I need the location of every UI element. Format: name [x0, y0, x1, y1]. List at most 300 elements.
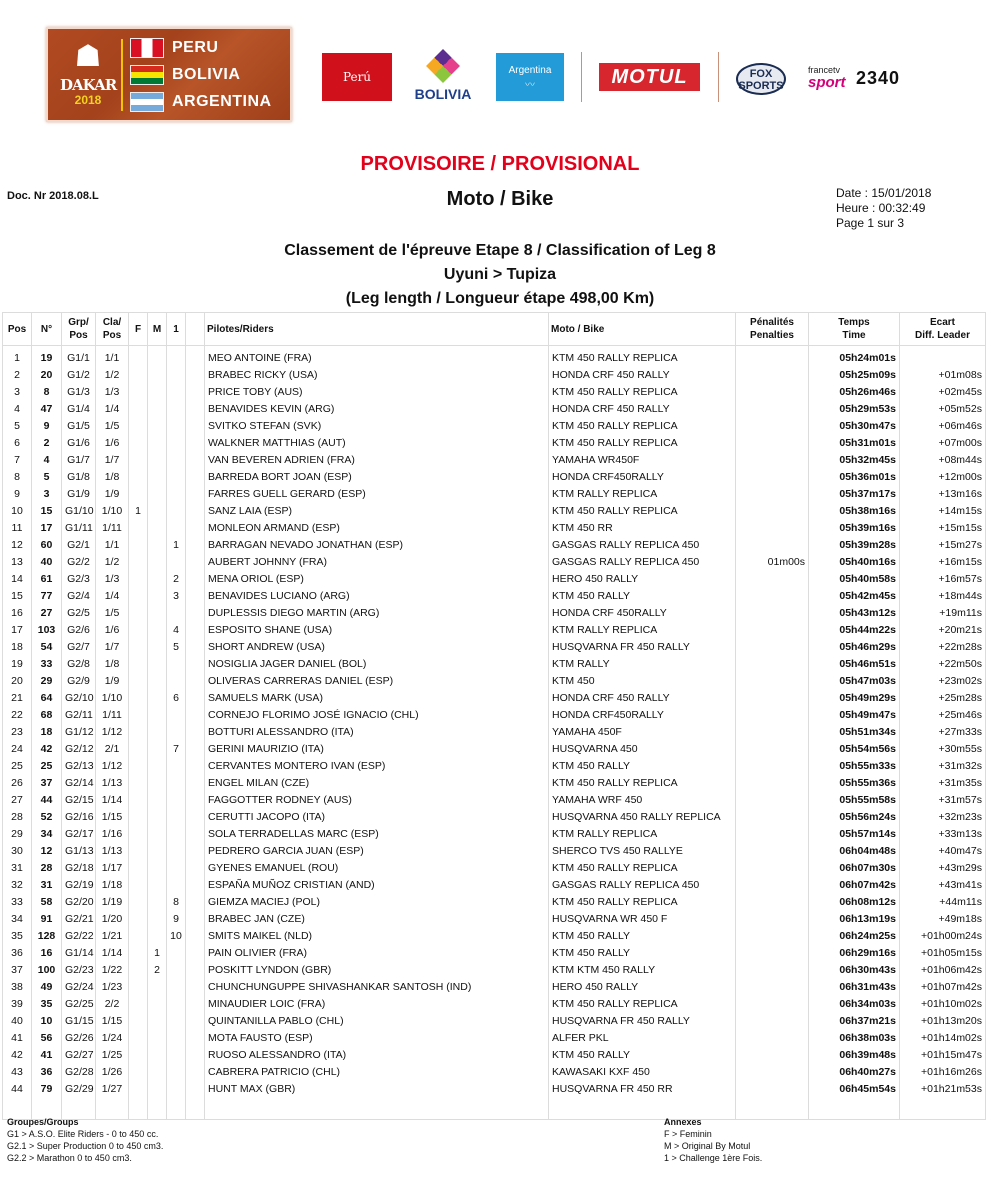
cell-rider: FARRES GUELL GERARD (ESP): [205, 485, 549, 502]
cell-rider: BRABEC JAN (CZE): [205, 910, 549, 927]
cell-bike: HONDA CRF 450RALLY: [549, 604, 736, 621]
cell-time: 05h55m36s: [809, 774, 900, 791]
cell-blank: [186, 876, 205, 893]
cell-grp-pos: G2/27: [62, 1046, 96, 1063]
cell-number: 31: [32, 876, 62, 893]
cell-one: [167, 1080, 186, 1097]
cell-bike: KTM 450 RALLY: [549, 587, 736, 604]
cell-one: [167, 944, 186, 961]
cell-penalty: [736, 519, 809, 536]
cell-bike: KTM 450 RALLY REPLICA: [549, 893, 736, 910]
table-row: [3, 910, 986, 927]
empty-cell: [205, 1097, 549, 1120]
cell-m: [148, 978, 167, 995]
country-peru: [130, 37, 218, 59]
cell-grp-pos: G1/8: [62, 468, 96, 485]
table-row: [3, 655, 986, 672]
cell-diff: +32m23s: [900, 808, 986, 825]
cell-grp-pos: G2/17: [62, 825, 96, 842]
cell-blank: [186, 553, 205, 570]
cell-bike: KTM 450 RALLY: [549, 1046, 736, 1063]
cell-pos: 5: [3, 417, 32, 434]
cell-grp-pos: G1/12: [62, 723, 96, 740]
cell-cla-pos: 1/15: [96, 808, 129, 825]
cell-m: [148, 468, 167, 485]
cell-blank: [186, 1046, 205, 1063]
cell-bike: KTM 450 RALLY REPLICA: [549, 995, 736, 1012]
cell-rider: PAIN OLIVIER (FRA): [205, 944, 549, 961]
cell-bike: KTM 450 RALLY: [549, 944, 736, 961]
cell-bike: KTM RALLY: [549, 655, 736, 672]
table-row: [3, 1046, 986, 1063]
cell-bike: KTM 450 RALLY REPLICA: [549, 502, 736, 519]
cell-penalty: [736, 1046, 809, 1063]
table-row: [3, 791, 986, 808]
cell-number: 103: [32, 621, 62, 638]
cell-rider: ENGEL MILAN (CZE): [205, 774, 549, 791]
cell-grp-pos: G2/26: [62, 1029, 96, 1046]
cell-blank: [186, 604, 205, 621]
cell-m: [148, 740, 167, 757]
cell-bike: HUSQVARNA FR 450 RR: [549, 1080, 736, 1097]
cell-grp-pos: G1/1: [62, 346, 96, 367]
cell-rider: RUOSO ALESSANDRO (ITA): [205, 1046, 549, 1063]
cell-cla-pos: 1/15: [96, 1012, 129, 1029]
cell-number: 36: [32, 1063, 62, 1080]
groups-title: Groupes/Groups: [7, 1117, 79, 1127]
provisional-status: PROVISOIRE / PROVISIONAL: [360, 153, 640, 175]
cell-rider: NOSIGLIA JAGER DANIEL (BOL): [205, 655, 549, 672]
results-body: [3, 346, 986, 1120]
cell-number: 61: [32, 570, 62, 587]
cell-f: [129, 740, 148, 757]
cell-f: [129, 587, 148, 604]
cell-pos: 18: [3, 638, 32, 655]
cell-pos: 19: [3, 655, 32, 672]
cell-bike: KTM 450 RALLY REPLICA: [549, 774, 736, 791]
cell-bike: GASGAS RALLY REPLICA 450: [549, 536, 736, 553]
cell-grp-pos: G2/29: [62, 1080, 96, 1097]
cell-number: 19: [32, 346, 62, 367]
cell-m: [148, 859, 167, 876]
cell-cla-pos: 1/10: [96, 689, 129, 706]
table-row: [3, 1063, 986, 1080]
bolivia-logo-text: BOLIVIA: [414, 86, 472, 102]
cell-rider: AUBERT JOHNNY (FRA): [205, 553, 549, 570]
stage-route: Uyuni > Tupiza: [443, 266, 557, 283]
cell-f: [129, 400, 148, 417]
table-row: [3, 366, 986, 383]
cell-bike: KTM 450: [549, 672, 736, 689]
cell-time: 05h55m58s: [809, 791, 900, 808]
cell-blank: [186, 672, 205, 689]
cell-penalty: [736, 961, 809, 978]
cell-f: [129, 553, 148, 570]
cell-time: 06h34m03s: [809, 995, 900, 1012]
cell-number: 12: [32, 842, 62, 859]
cell-cla-pos: 1/2: [96, 553, 129, 570]
cell-cla-pos: 1/3: [96, 383, 129, 400]
cell-penalty: [736, 1029, 809, 1046]
cell-grp-pos: G1/11: [62, 519, 96, 536]
cell-pos: 44: [3, 1080, 32, 1097]
cell-cla-pos: 1/18: [96, 876, 129, 893]
cell-f: [129, 1029, 148, 1046]
cell-m: [148, 604, 167, 621]
cell-cla-pos: 2/2: [96, 995, 129, 1012]
cell-diff: +01h21m53s: [900, 1080, 986, 1097]
cell-blank: [186, 536, 205, 553]
col-diff: [900, 313, 986, 346]
table-row: [3, 842, 986, 859]
cell-bike: KTM 450 RALLY REPLICA: [549, 383, 736, 400]
table-row: [3, 859, 986, 876]
cell-rider: QUINTANILLA PABLO (CHL): [205, 1012, 549, 1029]
cell-cla-pos: 1/22: [96, 961, 129, 978]
cell-penalty: [736, 485, 809, 502]
cell-rider: MINAUDIER LOIC (FRA): [205, 995, 549, 1012]
table-header-row: [3, 313, 986, 346]
cell-penalty: [736, 740, 809, 757]
cell-cla-pos: 1/6: [96, 434, 129, 451]
cell-pos: 1: [3, 346, 32, 367]
cell-grp-pos: G1/3: [62, 383, 96, 400]
table-row: [3, 417, 986, 434]
logo-divider: [121, 39, 123, 111]
cell-grp-pos: G1/10: [62, 502, 96, 519]
cell-number: 8: [32, 383, 62, 400]
cell-one: 9: [167, 910, 186, 927]
peru-brand-logo: [322, 53, 392, 101]
cell-time: 06h31m43s: [809, 978, 900, 995]
cell-number: 29: [32, 672, 62, 689]
cell-number: 33: [32, 655, 62, 672]
cell-pos: 36: [3, 944, 32, 961]
cell-blank: [186, 434, 205, 451]
cell-rider: SMITS MAIKEL (NLD): [205, 927, 549, 944]
cell-rider: CHUNCHUNGUPPE SHIVASHANKAR SANTOSH (IND): [205, 978, 549, 995]
argentina-flag-icon: [130, 92, 164, 112]
cell-penalty: [736, 451, 809, 468]
cell-f: [129, 519, 148, 536]
table-row: [3, 587, 986, 604]
cell-f: [129, 757, 148, 774]
cell-rider: CORNEJO FLORIMO JOSÉ IGNACIO (CHL): [205, 706, 549, 723]
cell-rider: WALKNER MATTHIAS (AUT): [205, 434, 549, 451]
cell-grp-pos: G1/4: [62, 400, 96, 417]
table-row: [3, 536, 986, 553]
cell-time: 05h47m03s: [809, 672, 900, 689]
empty-cell: [186, 1097, 205, 1120]
cell-cla-pos: 1/2: [96, 366, 129, 383]
cell-diff: +01h00m24s: [900, 927, 986, 944]
cell-blank: [186, 740, 205, 757]
cell-pos: 16: [3, 604, 32, 621]
cell-bike: KTM 450 RALLY REPLICA: [549, 346, 736, 367]
cell-time: 05h54m56s: [809, 740, 900, 757]
cell-pos: 34: [3, 910, 32, 927]
cell-m: [148, 655, 167, 672]
cell-blank: [186, 706, 205, 723]
annexes-title: Annexes: [664, 1117, 702, 1127]
cell-blank: [186, 791, 205, 808]
cell-pos: 24: [3, 740, 32, 757]
cell-penalty: [736, 791, 809, 808]
cell-bike: ALFER PKL: [549, 1029, 736, 1046]
cell-diff: +01h06m42s: [900, 961, 986, 978]
cell-pos: 27: [3, 791, 32, 808]
cell-pos: 17: [3, 621, 32, 638]
cell-cla-pos: 1/7: [96, 638, 129, 655]
cell-diff: +31m35s: [900, 774, 986, 791]
cell-grp-pos: G2/1: [62, 536, 96, 553]
cell-grp-pos: G2/25: [62, 995, 96, 1012]
peru-logo-text: Perú: [342, 70, 372, 84]
cell-cla-pos: 1/24: [96, 1029, 129, 1046]
cell-cla-pos: 1/14: [96, 791, 129, 808]
cell-time: 06h29m16s: [809, 944, 900, 961]
divider: [718, 52, 719, 102]
cell-pos: 20: [3, 672, 32, 689]
cell-blank: [186, 383, 205, 400]
cell-blank: [186, 519, 205, 536]
cell-cla-pos: 1/13: [96, 842, 129, 859]
cell-bike: HONDA CRF 450 RALLY: [549, 366, 736, 383]
cell-pos: 40: [3, 1012, 32, 1029]
cell-blank: [186, 961, 205, 978]
cell-one: 4: [167, 621, 186, 638]
cell-one: [167, 978, 186, 995]
cell-one: [167, 1046, 186, 1063]
cell-pos: 33: [3, 893, 32, 910]
table-row: [3, 876, 986, 893]
cell-cla-pos: 1/21: [96, 927, 129, 944]
cell-diff: +01m08s: [900, 366, 986, 383]
cell-f: [129, 383, 148, 400]
cell-bike: HUSQVARNA 450: [549, 740, 736, 757]
cell-rider: DUPLESSIS DIEGO MARTIN (ARG): [205, 604, 549, 621]
cell-pos: 38: [3, 978, 32, 995]
cell-one: [167, 417, 186, 434]
cell-pos: 39: [3, 995, 32, 1012]
cell-cla-pos: 1/16: [96, 825, 129, 842]
cell-grp-pos: G2/12: [62, 740, 96, 757]
country-label: ARGENTINA: [172, 93, 272, 110]
cell-time: 05h32m45s: [809, 451, 900, 468]
cell-m: [148, 519, 167, 536]
cell-number: 49: [32, 978, 62, 995]
cell-number: 10: [32, 1012, 62, 1029]
empty-cell: [167, 1097, 186, 1120]
cell-cla-pos: 1/17: [96, 859, 129, 876]
dakar-2018-logo: [46, 27, 292, 122]
cell-time: 05h44m22s: [809, 621, 900, 638]
cell-rider: BOTTURI ALESSANDRO (ITA): [205, 723, 549, 740]
cell-cla-pos: 1/19: [96, 893, 129, 910]
cell-grp-pos: G1/9: [62, 485, 96, 502]
bolivia-mosaic-icon: [426, 49, 460, 83]
table-row: [3, 893, 986, 910]
cell-diff: +01h10m02s: [900, 995, 986, 1012]
cell-rider: CERVANTES MONTERO IVAN (ESP): [205, 757, 549, 774]
cell-penalty: [736, 723, 809, 740]
cell-pos: 14: [3, 570, 32, 587]
col-pos: Pos: [3, 313, 32, 346]
cell-m: [148, 1080, 167, 1097]
cell-pos: 12: [3, 536, 32, 553]
cell-penalty: [736, 978, 809, 995]
cell-grp-pos: G2/13: [62, 757, 96, 774]
cell-pos: 30: [3, 842, 32, 859]
cell-cla-pos: 1/8: [96, 655, 129, 672]
cell-diff: +20m21s: [900, 621, 986, 638]
cell-grp-pos: G1/15: [62, 1012, 96, 1029]
cell-bike: HUSQVARNA WR 450 F: [549, 910, 736, 927]
cell-rider: PEDRERO GARCIA JUAN (ESP): [205, 842, 549, 859]
cell-blank: [186, 689, 205, 706]
cell-f: [129, 961, 148, 978]
cell-time: 05h26m46s: [809, 383, 900, 400]
cell-grp-pos: G2/28: [62, 1063, 96, 1080]
cell-f: [129, 638, 148, 655]
col-penalties: [736, 313, 809, 346]
cell-time: 05h46m29s: [809, 638, 900, 655]
cell-number: 20: [32, 366, 62, 383]
cell-penalty: [736, 706, 809, 723]
cell-penalty: [736, 672, 809, 689]
cell-number: 60: [32, 536, 62, 553]
cell-grp-pos: G2/3: [62, 570, 96, 587]
table-row: [3, 570, 986, 587]
cell-m: [148, 570, 167, 587]
motul-logo: MOTUL: [599, 63, 700, 91]
cell-time: 06h37m21s: [809, 1012, 900, 1029]
cell-bike: KAWASAKI KXF 450: [549, 1063, 736, 1080]
cell-m: [148, 346, 167, 367]
table-row: [3, 740, 986, 757]
cell-cla-pos: 1/25: [96, 1046, 129, 1063]
cell-rider: MEO ANTOINE (FRA): [205, 346, 549, 367]
cell-m: [148, 638, 167, 655]
cell-m: [148, 1029, 167, 1046]
francetv-text: francetv: [808, 65, 841, 75]
cell-penalty: [736, 995, 809, 1012]
cell-f: [129, 893, 148, 910]
cell-penalty: [736, 434, 809, 451]
cell-diff: +22m28s: [900, 638, 986, 655]
cell-number: 68: [32, 706, 62, 723]
cell-cla-pos: 1/20: [96, 910, 129, 927]
cell-diff: +05m52s: [900, 400, 986, 417]
doc-meta: [836, 186, 931, 231]
dakar-emblem: [60, 37, 116, 115]
cell-rider: PRICE TOBY (AUS): [205, 383, 549, 400]
cell-grp-pos: G2/18: [62, 859, 96, 876]
cell-blank: [186, 621, 205, 638]
cell-m: [148, 876, 167, 893]
cell-bike: GASGAS RALLY REPLICA 450: [549, 876, 736, 893]
header-line: Pos: [102, 330, 122, 341]
cell-bike: HERO 450 RALLY: [549, 570, 736, 587]
cell-one: 1: [167, 536, 186, 553]
table-row: [3, 825, 986, 842]
cell-blank: [186, 927, 205, 944]
table-row: [3, 706, 986, 723]
cell-pos: 15: [3, 587, 32, 604]
cell-time: 05h30m47s: [809, 417, 900, 434]
cell-pos: 31: [3, 859, 32, 876]
cell-m: [148, 434, 167, 451]
cell-one: [167, 791, 186, 808]
annex-item: F > Feminin: [664, 1129, 712, 1139]
table-row: [3, 1012, 986, 1029]
cell-one: [167, 383, 186, 400]
table-row: [3, 400, 986, 417]
table-row: [3, 519, 986, 536]
cell-pos: 6: [3, 434, 32, 451]
cell-f: [129, 621, 148, 638]
cell-time: 05h39m28s: [809, 536, 900, 553]
cell-blank: [186, 1080, 205, 1097]
cell-diff: +13m16s: [900, 485, 986, 502]
cell-time: 05h25m09s: [809, 366, 900, 383]
cell-pos: 7: [3, 451, 32, 468]
divider: [581, 52, 582, 102]
page-indicator: Page 1 sur 3: [836, 216, 905, 230]
cell-time: 05h37m17s: [809, 485, 900, 502]
cell-cla-pos: 1/3: [96, 570, 129, 587]
cell-penalty: [736, 638, 809, 655]
cell-f: [129, 842, 148, 859]
cell-m: [148, 689, 167, 706]
cell-number: 5: [32, 468, 62, 485]
cell-m: [148, 706, 167, 723]
group-item: G2.2 > Marathon 0 to 450 cm3.: [7, 1153, 132, 1163]
cell-diff: +43m41s: [900, 876, 986, 893]
cell-penalty: [736, 927, 809, 944]
header-line: Cla/: [102, 317, 122, 328]
cell-rider: GYENES EMANUEL (ROU): [205, 859, 549, 876]
cell-rider: POSKITT LYNDON (GBR): [205, 961, 549, 978]
cell-bike: KTM 450 RR: [549, 519, 736, 536]
cell-rider: BARRAGAN NEVADO JONATHAN (ESP): [205, 536, 549, 553]
country-label: BOLIVIA: [172, 66, 241, 83]
cell-f: [129, 1012, 148, 1029]
fox-sports-logo: FOX SPORTS: [736, 63, 786, 95]
cell-time: 06h07m30s: [809, 859, 900, 876]
cell-blank: [186, 825, 205, 842]
cell-m: [148, 723, 167, 740]
cell-grp-pos: G2/16: [62, 808, 96, 825]
cell-one: 5: [167, 638, 186, 655]
cell-cla-pos: 1/27: [96, 1080, 129, 1097]
cell-m: [148, 1012, 167, 1029]
cell-pos: 2: [3, 366, 32, 383]
cell-one: [167, 961, 186, 978]
cell-pos: 43: [3, 1063, 32, 1080]
cell-number: 17: [32, 519, 62, 536]
cell-blank: [186, 417, 205, 434]
cell-grp-pos: G2/10: [62, 689, 96, 706]
cell-penalty: [736, 1012, 809, 1029]
cell-grp-pos: G2/23: [62, 961, 96, 978]
cell-bike: GASGAS RALLY REPLICA 450: [549, 553, 736, 570]
cell-cla-pos: 1/8: [96, 468, 129, 485]
cell-m: [148, 502, 167, 519]
cell-f: [129, 655, 148, 672]
cell-cla-pos: 1/9: [96, 672, 129, 689]
cell-number: 9: [32, 417, 62, 434]
